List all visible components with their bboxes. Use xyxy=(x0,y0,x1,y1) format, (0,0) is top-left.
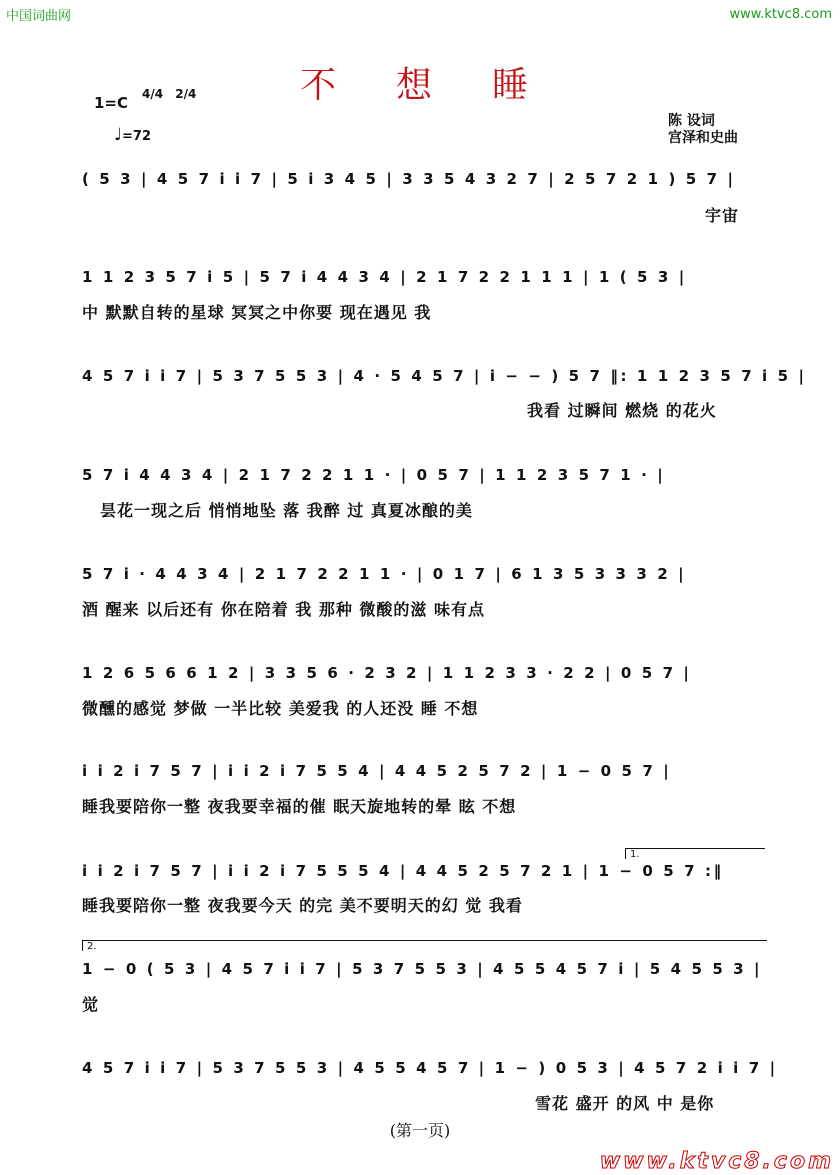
lyric-line-1: 宇宙 xyxy=(705,206,740,225)
lyric-line-2: 中 默默自转的星球 冥冥之中你要 现在遇见 我 xyxy=(82,303,432,322)
watermark-logo: www.ktvc8.com xyxy=(599,1149,834,1174)
score-line-1: ( 5 3 | 4 5 7 i i 7 | 5 i 3 4 5 | 3 3 5 4 3 2 7 | 2 5 7 2 1 ) 5 7 | xyxy=(82,170,736,188)
score-line-5: 5 7 i · 4 4 3 4 | 2 1 7 2 2 1 1 · | 0 1 7 | 6 1 3 5 3 3 3 2 | xyxy=(82,565,687,583)
score-line-4: 5 7 i 4 4 3 4 | 2 1 7 2 2 1 1 · | 0 5 7 | 1 1 2 3 5 7 1 · | xyxy=(82,466,666,484)
score-line-7: i i 2 i 7 5 7 | i i 2 i 7 5 5 4 | 4 4 5 2 5 7 2 | 1 − 0 5 7 | xyxy=(82,762,672,780)
score-line-2: 1 1 2 3 5 7 i 5 | 5 7 i 4 4 3 4 | 2 1 7 2 2 1 1 1 | 1 ( 5 3 | xyxy=(82,268,687,286)
score-line-6: 1 2 6 5 6 6 1 2 | 3 3 5 6 · 2 3 2 | 1 1 2 3 3 · 2 2 | 0 5 7 | xyxy=(82,664,692,682)
lyric-line-3: 我看 过瞬间 燃烧 的花火 xyxy=(527,401,717,420)
meter-two-four: 2/4 xyxy=(175,87,197,101)
score-line-3: 4 5 7 i i 7 | 5 3 7 5 5 3 | 4 · 5 4 5 7 | i − − ) 5 7 ‖: 1 1 2 3 5 7 i 5 | xyxy=(82,367,807,385)
score-line-10: 4 5 7 i i 7 | 5 3 7 5 5 3 | 4 5 5 4 5 7 | 1 − ) 0 5 3 | 4 5 7 2 i i 7 | xyxy=(82,1059,778,1077)
lyric-line-7: 睡我要陪你一整 夜我要幸福的催 眠天旋地转的晕 眩 不想 xyxy=(82,797,517,816)
tempo-value: =72 xyxy=(122,129,152,144)
lyric-line-9: 觉 xyxy=(82,995,100,1014)
lyricist-credit: 陈 设词 xyxy=(668,113,715,129)
first-ending-bracket: 1. xyxy=(625,848,765,859)
page-number: (第一页) xyxy=(389,1121,451,1140)
quarter-note-icon: ♩ xyxy=(114,125,123,145)
song-title: 不想睡 xyxy=(300,65,589,106)
composer-credit: 宫泽和史曲 xyxy=(668,130,738,146)
site-name[interactable]: 中国词曲网 xyxy=(6,9,72,24)
lyric-line-4: 昙花一现之后 悄悄地坠 落 我醉 过 真夏冰酿的美 xyxy=(100,501,473,520)
second-ending-bracket: 2. xyxy=(82,940,767,951)
time-signatures xyxy=(142,88,204,101)
tempo-marking xyxy=(114,125,151,145)
score-line-9: 1 − 0 ( 5 3 | 4 5 7 i i 7 | 5 3 7 5 5 3 | 4 5 5 4 5 7 i | 5 4 5 5 3 | xyxy=(82,960,763,978)
lyric-line-8: 睡我要陪你一整 夜我要今天 的完 美不要明天的幻 觉 我看 xyxy=(82,896,523,915)
key-signature: 1=C xyxy=(94,94,129,112)
score-line-8: i i 2 i 7 5 7 | i i 2 i 7 5 5 5 4 | 4 4 5 2 5 7 2 1 | 1 − 0 5 7 :‖ xyxy=(82,862,724,880)
lyric-line-10: 雪花 盛开 的风 中 是你 xyxy=(535,1094,715,1113)
meter-four-four: 4/4 xyxy=(142,87,164,101)
lyric-line-6: 微醺的感觉 梦做 一半比较 美爱我 的人还没 睡 不想 xyxy=(82,699,479,718)
lyric-line-5: 酒 醒来 以后还有 你在陪着 我 那种 微酸的滋 味有点 xyxy=(82,600,485,619)
site-url[interactable]: www.ktvc8.com xyxy=(729,7,832,22)
